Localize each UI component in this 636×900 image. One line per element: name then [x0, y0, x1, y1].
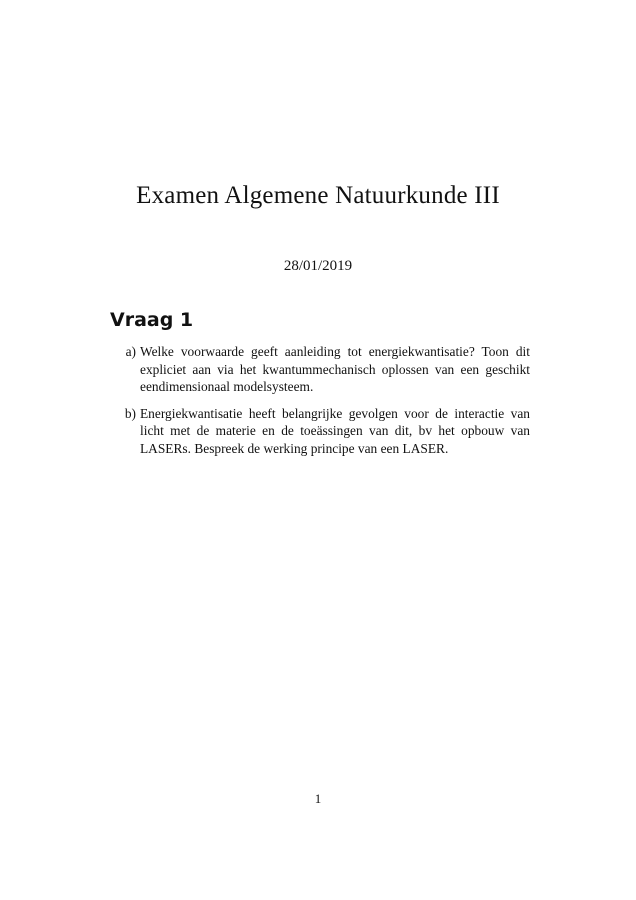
item-label: b): [124, 405, 136, 421]
page-number: 1: [314, 791, 322, 806]
item-text: Welke voorwaarde geeft aanleiding tot energiekwantisatie? Toon dit expliciet aan via het kwantummechanisch oplossen van een geschikt eendimensionaal modelsysteem.: [140, 344, 530, 394]
question-item-a: [110, 343, 530, 396]
question-heading: Vraag 1: [110, 309, 194, 331]
item-text: Energiekwantisatie heeft belangrijke gevolgen voor de interactie van licht met de materie en de toeässingen van dit, bv het opbouw van LASERs. Bespreek de werking principe van een LASER.: [140, 405, 530, 456]
exam-title: Examen Algemene Natuurkunde III: [136, 182, 500, 209]
question-items: [110, 343, 530, 466]
exam-date: 28/01/2019: [283, 258, 353, 274]
item-label: a): [125, 344, 136, 359]
question-item-b: [110, 405, 530, 458]
